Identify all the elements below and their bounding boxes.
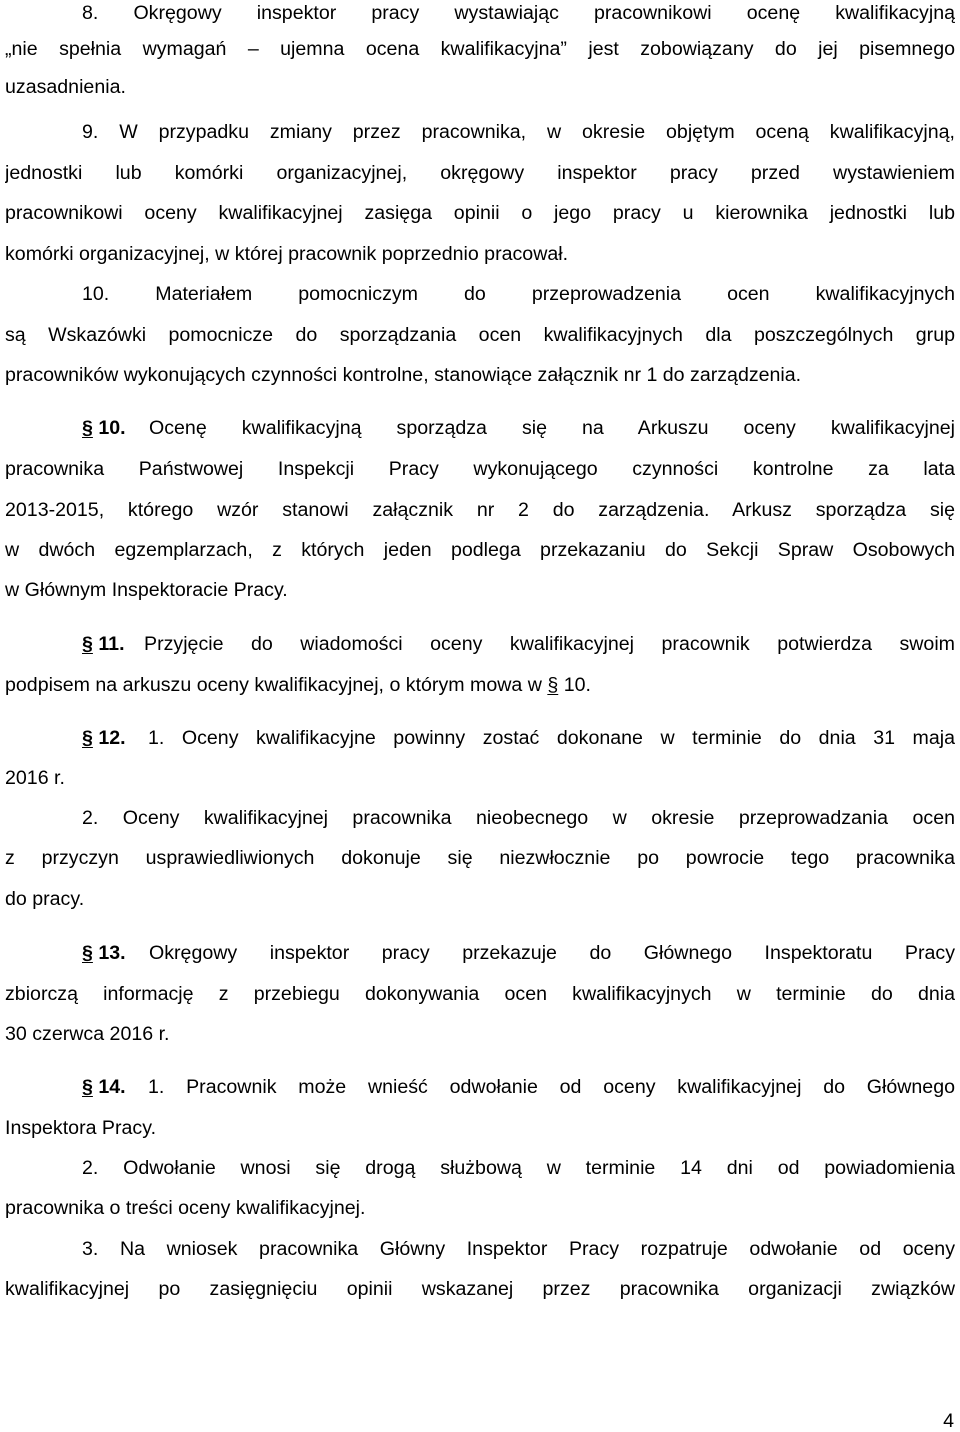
section-heading-12 — [82, 725, 152, 751]
text-line: Inspektora Pracy. — [5, 1117, 157, 1139]
text-line: 1. Oceny kwalifikacyjne powinny zostać dokonane w terminie do dnia 31 maja — [148, 727, 955, 749]
text-line: 9. W przypadku zmiany przez pracownika, w okresie objętym oceną kwalifikacyjną, — [82, 121, 955, 143]
section-mark: § — [82, 1076, 93, 1098]
text-line: w Głównym Inspektoracie Pracy. — [5, 579, 288, 601]
text-line: pracownika o treści oceny kwalifikacyjnej. — [5, 1197, 366, 1219]
text-line: 2. Oceny kwalifikacyjnej pracownika nieobecnego w okresie przeprowadzania ocen — [82, 807, 955, 829]
section-heading-11 — [82, 631, 142, 657]
text-line: pracownika Państwowej Inspekcji Pracy wykonującego czynności kontrolne za lata — [5, 458, 955, 480]
text-line: 2016 r. — [5, 767, 65, 789]
page-number: 4 — [943, 1410, 954, 1432]
text-line: kwalifikacyjnej po zasięgnięciu opinii wskazanej przez pracownika organizacji związków — [5, 1278, 955, 1300]
text-span: podpisem na arkuszu oceny kwalifikacyjnej, o którym mowa w — [5, 674, 542, 696]
section-number: 11. — [98, 633, 125, 655]
section-mark: § — [547, 674, 559, 696]
text-line: 1. Pracownik może wnieść odwołanie od oceny kwalifikacyjnej do Głównego — [148, 1076, 955, 1098]
section-number: 13. — [98, 942, 126, 964]
text-line: 3. Na wniosek pracownika Główny Inspektor Pracy rozpatruje odwołanie od oceny — [82, 1238, 955, 1260]
text-line: w dwóch egzemplarzach, z których jeden podlega przekazaniu do Sekcji Spraw Osobowych — [5, 539, 955, 561]
text-line: komórki organizacyjnej, w której pracownik poprzednio pracował. — [5, 243, 569, 265]
text-line: zbiorczą informację z przebiegu dokonywania ocen kwalifikacyjnych w terminie do dnia — [5, 983, 955, 1005]
text-line: „nie spełnia wymagań – ujemna ocena kwalifikacyjna” jest zobowiązany do jej pisemnego — [5, 38, 955, 60]
section-number: 10. — [98, 417, 126, 439]
text-line: jednostki lub komórki organizacyjnej, okręgowy inspektor pracy przed wystawieniem — [5, 162, 955, 184]
section-mark: § — [82, 417, 93, 439]
text-line: do pracy. — [5, 888, 85, 910]
text-line — [5, 672, 955, 698]
section-number: 14. — [98, 1076, 126, 1098]
text-line: uzasadnienia. — [5, 76, 126, 98]
text-line: Ocenę kwalifikacyjną sporządza się na Arkuszu oceny kwalifikacyjnej — [149, 417, 955, 439]
text-line: pracownikowi oceny kwalifikacyjnej zasięga opinii o jego pracy u kierownika jednostki lub — [5, 202, 955, 224]
text-line: 2. Odwołanie wnosi się drogą służbową w terminie 14 dni od powiadomienia — [82, 1157, 955, 1179]
section-heading-14 — [82, 1074, 152, 1100]
text-line: Przyjęcie do wiadomości oceny kwalifikacyjnej pracownik potwierdza swoim — [144, 633, 955, 655]
section-heading-13 — [82, 940, 152, 966]
text-line: z przyczyn usprawiedliwionych dokonuje się niezwłocznie po powrocie tego pracownika — [5, 847, 955, 869]
text-line: pracowników wykonujących czynności kontrolne, stanowiące załącznik nr 1 do zarządzenia. — [5, 364, 802, 386]
text-line: 8. Okręgowy inspektor pracy wystawiając pracownikowi ocenę kwalifikacyjną — [82, 2, 955, 24]
text-line: 2013-2015, którego wzór stanowi załącznik nr 2 do zarządzenia. Arkusz sporządza się — [5, 499, 955, 521]
section-mark: § — [82, 633, 93, 655]
section-mark: § — [82, 727, 93, 749]
text-line: są Wskazówki pomocnicze do sporządzania ocen kwalifikacyjnych dla poszczególnych grup — [5, 324, 955, 346]
section-heading-10 — [82, 415, 142, 441]
text-line: 10. Materiałem pomocniczym do przeprowadzenia ocen kwalifikacyjnych — [82, 283, 955, 305]
section-number: 12. — [98, 727, 126, 749]
text-line: Okręgowy inspektor pracy przekazuje do Głównego Inspektoratu Pracy — [149, 942, 955, 964]
text-span: 10. — [563, 674, 591, 696]
section-mark: § — [82, 942, 93, 964]
text-line: 30 czerwca 2016 r. — [5, 1023, 170, 1045]
